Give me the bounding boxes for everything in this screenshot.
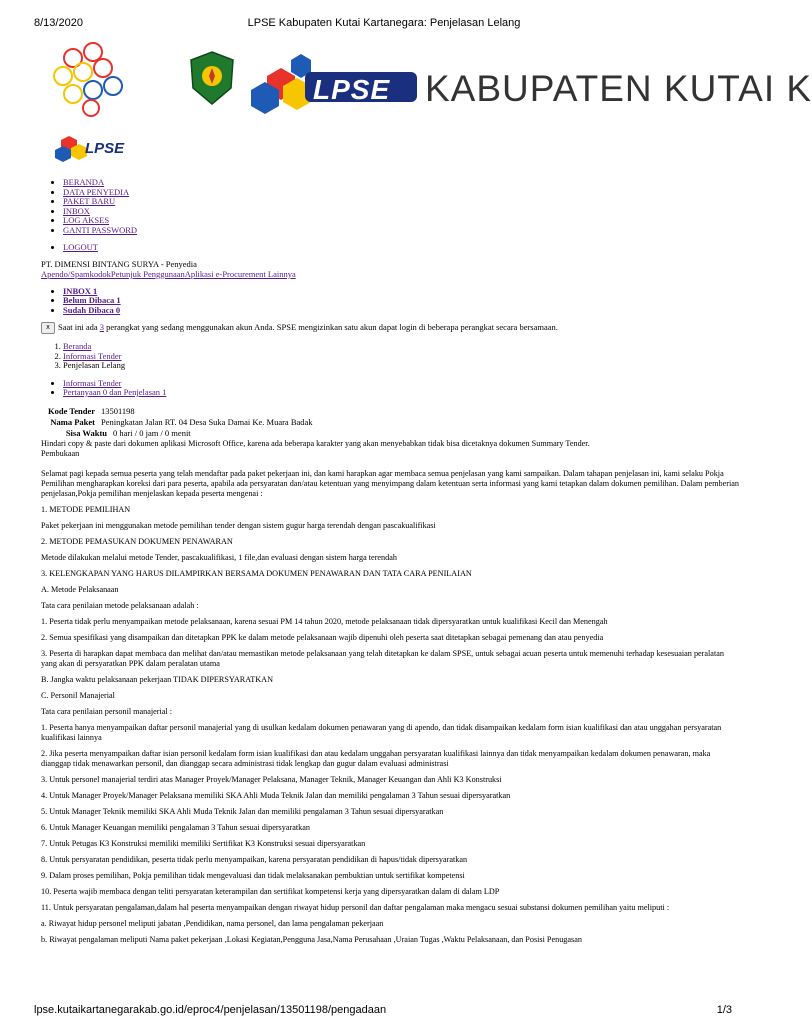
breadcrumb-item-informasi-tender[interactable] <box>63 352 741 362</box>
tender-sisa-row <box>41 428 741 439</box>
breadcrumb-item-beranda[interactable] <box>63 342 741 352</box>
tender-kode-value: 13501198 <box>101 405 135 416</box>
penjelasan-paragraph: b. Riwayat pengalaman meliputi Nama paket pekerjaan ,Lokasi Kegiatan,Pengguna Jasa,Nama Perusahaan ,Uraian Tugas ,Waktu Pelaksanaan, dan Posisi Penugasan <box>41 934 582 944</box>
inbox-item[interactable] <box>63 287 741 297</box>
breadcrumb-item-current: 3. Penjelasan Lelang <box>63 361 741 371</box>
penjelasan-paragraph: 7. Untuk Petugas K3 Konstruksi memiliki memiliki Sertifikat K3 Konstruksi sesuai dipersyaratkan <box>41 838 366 848</box>
penjelasan-body <box>41 439 741 945</box>
breadcrumb-link-beranda[interactable]: Beranda <box>63 341 92 352</box>
penjelasan-paragraph: 3. KELENGKAPAN YANG HARUS DILAMPIRKAN BERSAMA DOKUMEN PENAWARAN DAN TATA CARA PENILAIAN <box>41 568 472 578</box>
nav-link-ganti-password[interactable]: GANTI PASSWORD <box>63 224 138 235</box>
logout-nav <box>41 243 741 253</box>
tender-sisa-value: 0 hari / 0 jam / 0 menit <box>113 427 191 438</box>
print-title: LPSE Kabupaten Kutai Kartanegara: Penjelasan Lelang <box>247 17 521 29</box>
penjelasan-paragraph: Tata cara penilaian personil manajerial : <box>41 706 173 716</box>
nav-link-log-akses[interactable]: LOG AKSES <box>63 215 110 225</box>
penjelasan-paragraph: 9. Dalam proses pemilihan, Pokja pemilihan tidak mengevaluasi dan tidak melaksanakan pembuktian untuk sertifikat kompetensi <box>41 870 465 880</box>
penjelasan-paragraph: 4. Untuk Manager Proyek/Manager Pelaksana memiliki SKA Ahli Muda Teknik Jalan dan memiliki pengalaman 3 Tahun sesuai dipersyaratkan <box>41 790 511 800</box>
tender-info <box>41 406 741 439</box>
tender-nama-row <box>41 417 741 428</box>
penjelasan-paragraph: C. Personil Manajerial <box>41 690 115 700</box>
inbox-link[interactable]: INBOX 1 <box>63 285 98 296</box>
pembukaan-heading: Pembukaan <box>41 448 80 458</box>
nav-item-ganti-password[interactable] <box>63 226 741 236</box>
tender-nama-value: Peningkatan Jalan RT. 04 Desa Suka Damai Ke. Muara Badak <box>101 416 313 427</box>
tender-kode-label: Kode Tender <box>48 405 95 416</box>
banner-text: KABUPATEN KUTAI K <box>425 68 812 109</box>
tab-link-informasi-tender[interactable]: Informasi Tender <box>63 377 122 388</box>
nav-item-data-penyedia[interactable] <box>63 188 741 198</box>
inbox-unread-link[interactable]: Belum Dibaca 1 <box>63 295 121 305</box>
print-header <box>0 14 768 28</box>
alert-text-pre: Saat ini ada <box>58 322 100 332</box>
logout-link[interactable]: LOGOUT <box>63 242 98 252</box>
penjelasan-paragraph: a. Riwayat hidup personel meliputi jabatan ,Pendidikan, nama personel, dan lama pengalaman pekerjaan <box>41 918 384 928</box>
print-footer <box>0 1004 768 1018</box>
tender-sisa-label: Sisa Waktu <box>65 427 107 438</box>
alert-device-count-link[interactable]: 3 <box>99 322 105 332</box>
nav-item-inbox[interactable] <box>63 207 741 217</box>
kutai-kartanegara-emblem-icon <box>187 50 237 106</box>
print-date: 8/13/2020 <box>34 17 83 29</box>
lpse-hexagon-logo <box>43 38 133 118</box>
page-content <box>41 38 812 945</box>
site-banner <box>41 38 812 168</box>
penjelasan-paragraph: 2. METODE PEMASUKAN DOKUMEN PENAWARAN <box>41 536 233 546</box>
penjelasan-paragraph: Paket pekerjaan ini menggunakan metode pemilihan tender dengan sistem gugur harga terendah dengan pascakualifikasi <box>41 520 436 530</box>
inbox-nav <box>41 287 741 316</box>
nav-link-inbox[interactable]: INBOX <box>63 205 90 216</box>
nav-item-beranda[interactable] <box>63 178 741 188</box>
penjelasan-paragraph: 5. Untuk Manager Teknik memiliki SKA Ahli Muda Teknik Jalan dan memiliki pengalaman 3 Tahun sesuai dipersyaratkan <box>41 806 444 816</box>
tender-nama-label: Nama Paket <box>50 416 95 427</box>
notice-text: Hindari copy & paste dari dokumen aplikasi Microsoft Office, karena ada beberapa karakter yang akan menyebabkan tidak bisa dicetaknya dokumen Summary Tender. <box>41 438 590 448</box>
penjelasan-paragraph: 10. Peserta wajib membaca dengan teliti persyaratan keterampilan dan sertifikat kompetensi kerja yang dipersyaratkan dalam di dalam LDP <box>41 886 500 896</box>
nav-link-beranda[interactable]: BERANDA <box>63 177 105 187</box>
penjelasan-paragraph: Selamat pagi kepada semua peserta yang telah mendaftar pada paket pekerjaan ini, dan kami harapkan agar membaca semua penjelasan yang kami sampaikan. Dalam tahapan penjelasan ini, kami selaku Pokja Pemilihan mengharapkan koreksi dari para peserta, apabila ada persyaratan dan/atau ketentuan yang menyimpang dalam ketentuan serta informasi yang kami tetapkan dalam dokumen pemilihan. Dalam pemberian penjelasan,Pokja pemilihan menjelaskan kepada peserta mengenai : <box>41 468 739 498</box>
inbox-read-item[interactable] <box>63 306 741 316</box>
penjelasan-paragraph: 8. Untuk persyaratan pendidikan, peserta tidak perlu menyampaikan, karena persyaratan pendidikan di hapus/tidak dipersyaratkan <box>41 854 468 864</box>
penjelasan-paragraph: 3. Untuk personel manajerial terdiri atas Manager Proyek/Manager Pelaksana, Manager Teknik, Manager Keuangan dan Ahli K3 Konstruksi <box>41 774 502 784</box>
penjelasan-paragraph: 11. Untuk persyaratan pengalaman,dalam hal peserta menyampaikan dengan riwayat hidup personil dan daftar pengalaman maka mengacu sesuai substansi dokumen pemilihan yaitu meliputi : <box>41 902 670 912</box>
main-nav <box>41 178 741 235</box>
inbox-read-link[interactable]: Sudah Dibaca 0 <box>63 304 121 315</box>
device-alert <box>41 322 741 334</box>
penjelasan-paragraph: 1. METODE PEMILIHAN <box>41 504 131 514</box>
aplikasi-link[interactable]: Aplikasi e-Procurement Lainnya <box>184 268 296 279</box>
penjelasan-paragraph: Tata cara penilaian metode pelaksanaan adalah : <box>41 600 199 610</box>
penjelasan-paragraph: 1. Peserta tidak perlu menyampaikan metode pelaksanaan, karena sesuai PM 14 tahun 2020, metode pelaksanaan tidak dipersyaratkan untuk kualifikasi Kecil dan Menengah <box>41 616 608 626</box>
user-company: PT. DIMENSI BINTANG SURYA - Penyedia <box>41 258 197 269</box>
alert-close-button[interactable]: x <box>41 322 55 334</box>
nav-item-log-akses[interactable] <box>63 216 741 226</box>
penjelasan-paragraph: 6. Untuk Manager Keuangan memiliki pengalaman 3 Tahun sesuai dipersyaratkan <box>41 822 310 832</box>
penjelasan-paragraph: 3. Peserta di harapkan dapat membaca dan melihat dan/atau memastikan metode pelaksanaan yang telah ditetapkan ke dalam SPSE, untuk sebagai acuan peserta untuk memenuhi terhadap kesesuaian peralatan yang akan di persyaratkan PPK dalam peralatan utama <box>41 648 724 668</box>
lpse-banner-logo-text: LPSE <box>313 74 391 105</box>
penjelasan-paragraph: 2. Semua spesifikasi yang disampaikan dan ditetapkan PPK ke dalam metode pelaksanaan wajib dipenuhi oleh peserta saat ditetapkan sebagai pemenang dan atau penyedia <box>41 632 604 642</box>
penjelasan-paragraph: 1. Peserta hanya menyampaikan daftar personil manajerial yang di usulkan kedalam dokumen penawaran yang di apendo, dan tidak disampaikan kedalam form isian kualifikasi dan atau unggahan persyaratan kualifikasi lainnya <box>41 722 722 742</box>
nav-link-data-penyedia[interactable]: DATA PENYEDIA <box>63 186 130 197</box>
breadcrumb <box>41 342 741 371</box>
penjelasan-paragraph: B. Jangka waktu pelaksanaan pekerjaan TIDAK DIPERSYARATKAN <box>41 674 274 684</box>
apendo-link[interactable]: Apendo/Spamkodok <box>41 268 111 279</box>
print-url: lpse.kutaikartanegarakab.go.id/eproc4/penjelasan/13501198/pengadaan <box>34 1004 387 1016</box>
nav-link-paket-baru[interactable]: PAKET BARU <box>63 196 116 206</box>
alert-text-post: perangkat yang sedang menggunakan akun Anda. SPSE mengizinkan satu akun dapat login di beberapa perangkat secara bersamaan. <box>104 322 558 332</box>
penjelasan-paragraphs <box>41 469 741 945</box>
petunjuk-link[interactable]: Petunjuk Penggunaan <box>110 268 185 279</box>
print-page-number: 1/3 <box>716 1004 732 1016</box>
nav-item-paket-baru[interactable] <box>63 197 741 207</box>
inbox-unread-item[interactable] <box>63 296 741 306</box>
help-links <box>41 269 741 279</box>
tender-kode-row <box>41 406 741 417</box>
tender-tabs <box>41 379 741 398</box>
tab-link-pertanyaan-penjelasan[interactable]: Pertanyaan 0 dan Penjelasan 1 <box>63 387 167 398</box>
penjelasan-paragraph: A. Metode Pelaksanaan <box>41 584 119 594</box>
lpse-small-logo-text: LPSE <box>85 140 125 157</box>
penjelasan-paragraph: Metode dilakukan melalui metode Tender, pascakualifikasi, 1 file,dan evaluasi dengan sistem harga terendah <box>41 552 397 562</box>
penjelasan-paragraph: 2. Jika peserta menyampaikan daftar isian personil kedalam form isian kualifikasi dan atau kedalam unggahan persyaratan kualifikasi lainnya dan tidak menyampaikan kedalam dokumen penawaran, maka dianggap tidak menawarkan personil, dan dianggap secara administrasi tidak lengkap dan gugur dalam evaluasi administrasi <box>41 748 711 768</box>
nav-item-logout[interactable] <box>63 243 741 253</box>
breadcrumb-link-informasi-tender[interactable]: Informasi Tender <box>63 350 122 361</box>
tab-pertanyaan-penjelasan[interactable] <box>63 388 741 398</box>
